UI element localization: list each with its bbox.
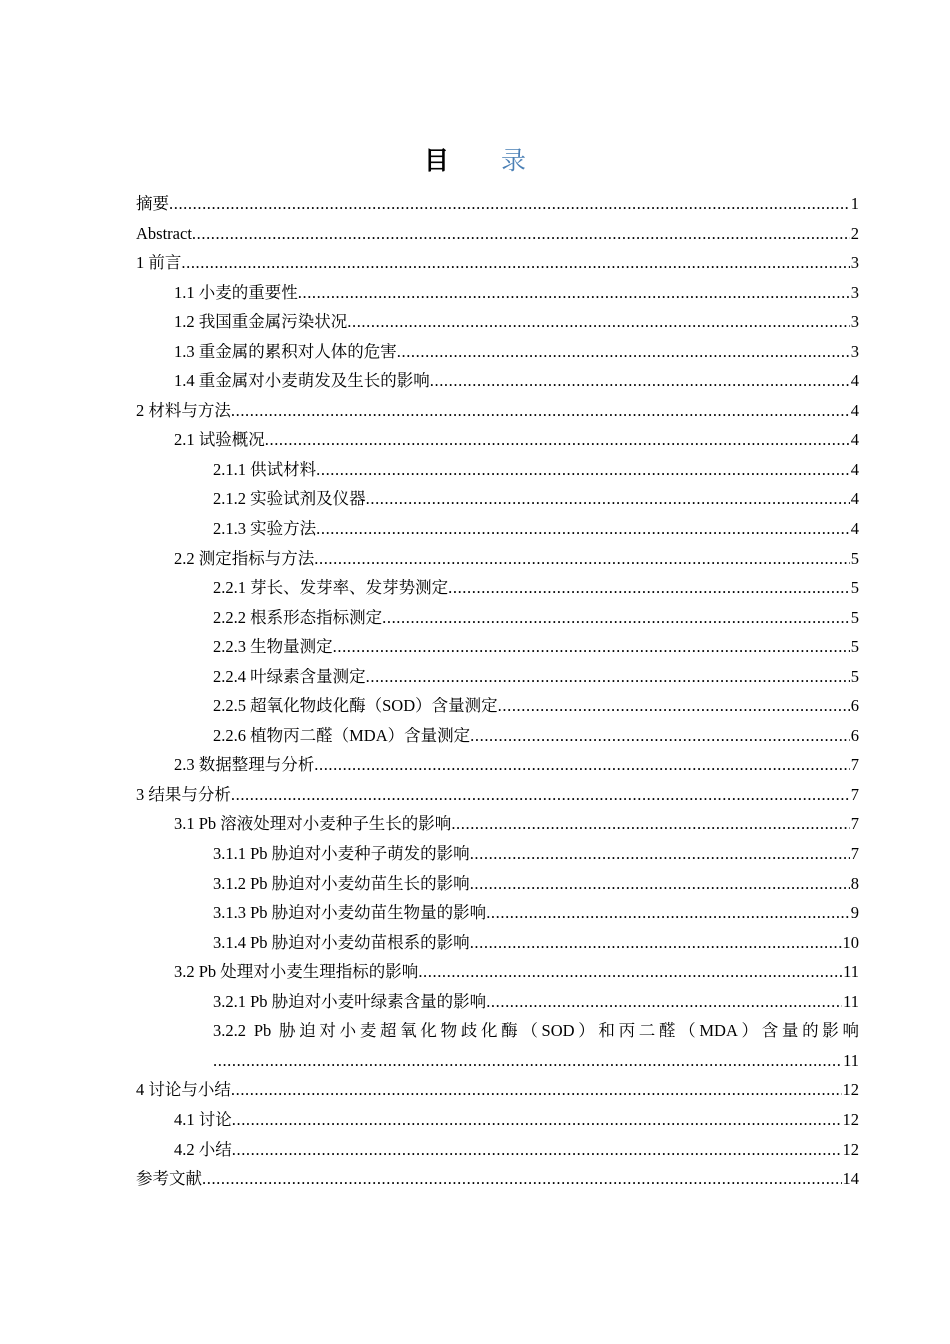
toc-entry[interactable]: [174, 544, 859, 574]
toc-entry[interactable]: [213, 987, 859, 1017]
page-title: [0, 145, 950, 179]
toc-entry-label: Abstract: [136, 223, 192, 243]
toc-entry[interactable]: [136, 189, 859, 219]
toc-entry[interactable]: [213, 869, 859, 899]
toc-entry-label: 2.1.3 实验方法: [213, 519, 317, 539]
dot-leader: [314, 544, 850, 574]
dot-leader: [231, 1075, 842, 1105]
dot-leader: [314, 750, 850, 780]
toc-entry[interactable]: [213, 632, 859, 662]
dot-leader: [232, 1105, 842, 1135]
title-part-1: 目: [423, 148, 449, 175]
toc-entry-label: 2.2.6 植物丙二醛（MDA）含量测定: [213, 725, 471, 745]
toc-page-number: 4: [850, 459, 859, 479]
toc-entry-label: 3.1.1 Pb 胁迫对小麦种子萌发的影响: [213, 844, 470, 864]
dot-leader: [366, 484, 850, 514]
toc-entry[interactable]: [213, 839, 859, 869]
toc-page-number: 5: [850, 666, 859, 686]
toc-entry[interactable]: [174, 366, 859, 396]
toc-entry[interactable]: [136, 219, 859, 249]
dot-leader: [470, 928, 842, 958]
toc-entry[interactable]: [174, 425, 859, 455]
toc-entry[interactable]: [174, 750, 859, 780]
toc-entry[interactable]: [174, 337, 859, 367]
toc-entry-label: 2.2.4 叶绿素含量测定: [213, 666, 366, 686]
toc-entry-label: 3.1.4 Pb 胁迫对小麦幼苗根系的影响: [213, 932, 470, 952]
dot-leader: [316, 455, 850, 485]
toc-page-number: 1: [850, 194, 859, 213]
toc-entry[interactable]: [213, 691, 859, 721]
toc-entry-label: 4.1 讨论: [174, 1109, 232, 1129]
toc-entry[interactable]: [213, 662, 859, 692]
toc-entry[interactable]: [213, 721, 859, 751]
toc-page-number: 3: [850, 312, 859, 332]
toc-page-number: 5: [850, 578, 859, 598]
dot-leader: [486, 987, 842, 1017]
toc-entry-label: 4.2 小结: [174, 1139, 232, 1159]
toc-page-number: 8: [850, 873, 859, 893]
toc-page-number: 6: [850, 696, 859, 716]
toc-page-number: 4: [850, 371, 859, 391]
toc-page-number: 4: [850, 430, 859, 450]
toc-entry-label: 2.2.2 根系形态指标测定: [213, 607, 383, 627]
toc-page-number: 5: [850, 548, 859, 568]
toc-entry[interactable]: [213, 573, 859, 603]
dot-leader: [231, 396, 850, 426]
dot-leader: [451, 809, 849, 839]
toc-entry-label: 2.3 数据整理与分析: [174, 755, 315, 775]
dot-leader: [192, 219, 850, 249]
toc-entry-label: 参考文献: [136, 1169, 202, 1189]
toc-page-number: 7: [850, 755, 859, 775]
dot-leader: [213, 1046, 842, 1076]
dot-leader: [382, 603, 850, 633]
toc-entry-label: 2.2.5 超氧化物歧化酶（SOD）含量测定: [213, 696, 498, 716]
toc-entry-label: 3 结果与分析: [136, 784, 231, 804]
toc-entry-label: 2.2.3 生物量测定: [213, 637, 333, 657]
toc-page-number: 7: [850, 814, 859, 834]
dot-leader: [298, 278, 850, 308]
toc-entry[interactable]: [213, 484, 859, 514]
toc-entry[interactable]: [174, 957, 859, 987]
toc-entry[interactable]: [213, 455, 859, 485]
dot-leader: [498, 691, 850, 721]
dot-leader: [448, 573, 850, 603]
toc-entry[interactable]: [213, 928, 859, 958]
toc-entry-label: 1.4 重金属对小麦萌发及生长的影响: [174, 371, 430, 391]
dot-leader: [316, 514, 850, 544]
dot-leader: [470, 721, 850, 751]
toc-entry[interactable]: [213, 603, 859, 633]
toc-entry[interactable]: [136, 780, 859, 810]
toc-entry[interactable]: [136, 1164, 859, 1194]
toc-entry-label: 2.2.1 芽长、发芽率、发芽势测定: [213, 578, 449, 598]
dot-leader: [333, 632, 850, 662]
dot-leader: [366, 662, 850, 692]
dot-leader: [470, 869, 850, 899]
toc-page-number: 10: [842, 932, 859, 952]
toc-entry-label: 3.2.2 Pb 胁迫对小麦超氧化物歧化酶（SOD）和丙二醛（MDA）含量的影响: [213, 1021, 859, 1041]
toc-entry[interactable]: [136, 1075, 859, 1105]
toc-entry-label: 1.2 我国重金属污染状况: [174, 312, 348, 332]
toc-page-number: 5: [850, 607, 859, 627]
toc-page-number: 5: [850, 637, 859, 657]
dot-leader: [486, 898, 850, 928]
dot-leader: [397, 337, 850, 367]
toc-page-number: 7: [850, 844, 859, 864]
dot-leader: [231, 780, 850, 810]
toc-entry[interactable]: [174, 1105, 859, 1135]
toc-entry-label: 3.1.3 Pb 胁迫对小麦幼苗生物量的影响: [213, 903, 487, 923]
dot-leader: [347, 307, 850, 337]
toc-entry[interactable]: [213, 1016, 859, 1075]
toc-page-number: 3: [850, 282, 859, 302]
dot-leader: [169, 189, 850, 219]
toc-page-number: 14: [842, 1169, 859, 1189]
toc-entry[interactable]: [174, 1135, 859, 1165]
dot-leader: [430, 366, 850, 396]
toc-entry[interactable]: [213, 898, 859, 928]
toc-page-number: 12: [842, 1080, 859, 1100]
dot-leader: [265, 425, 850, 455]
toc-page-number: 3: [850, 341, 859, 361]
toc-page-number: 11: [843, 962, 859, 982]
toc-page-number: 3: [850, 253, 859, 273]
toc-entry-label: 3.2 Pb 处理对小麦生理指标的影响: [174, 962, 419, 982]
toc-page-number: 12: [842, 1109, 859, 1129]
toc-page-number: 6: [850, 725, 859, 745]
dot-leader: [418, 957, 842, 987]
toc-entry-label: 1 前言: [136, 253, 182, 273]
toc-entry-label: 2.1.1 供试材料: [213, 459, 317, 479]
toc-page-number: 12: [842, 1139, 859, 1159]
toc-page-number: 4: [850, 489, 859, 509]
table-of-contents: [136, 189, 859, 1194]
toc-entry-label: 3.1 Pb 溶液处理对小麦种子生长的影响: [174, 814, 452, 834]
toc-entry-label: 2.1.2 实验试剂及仪器: [213, 489, 366, 509]
toc-page-number: 2: [850, 223, 859, 243]
toc-page-number: 4: [850, 400, 859, 420]
dot-leader: [232, 1135, 842, 1165]
toc-page-number: 11: [843, 1050, 859, 1070]
toc-entry[interactable]: [136, 396, 859, 426]
toc-entry-label: 摘要: [136, 194, 169, 213]
toc-page-number: 11: [843, 991, 859, 1011]
toc-entry-label: 2 材料与方法: [136, 400, 231, 420]
toc-page-number: 4: [850, 519, 859, 539]
dot-leader: [202, 1164, 842, 1194]
toc-page-number: 7: [850, 784, 859, 804]
toc-entry[interactable]: [136, 248, 859, 278]
toc-entry-label: 1.3 重金属的累积对人体的危害: [174, 341, 397, 361]
toc-entry-label: 3.1.2 Pb 胁迫对小麦幼苗生长的影响: [213, 873, 470, 893]
toc-entry[interactable]: [213, 514, 859, 544]
toc-entry-label: 1.1 小麦的重要性: [174, 282, 298, 302]
toc-page-number: 9: [850, 903, 859, 923]
toc-entry-label: 2.1 试验概况: [174, 430, 265, 450]
dot-leader: [470, 839, 850, 869]
toc-entry-label: 2.2 测定指标与方法: [174, 548, 315, 568]
toc-entry-label: 3.2.1 Pb 胁迫对小麦叶绿素含量的影响: [213, 991, 487, 1011]
toc-entry[interactable]: [174, 278, 859, 308]
toc-entry[interactable]: [174, 809, 859, 839]
title-part-2: 录: [501, 148, 527, 175]
toc-entry-label: 4 讨论与小结: [136, 1080, 231, 1100]
dot-leader: [181, 248, 849, 278]
toc-entry[interactable]: [174, 307, 859, 337]
